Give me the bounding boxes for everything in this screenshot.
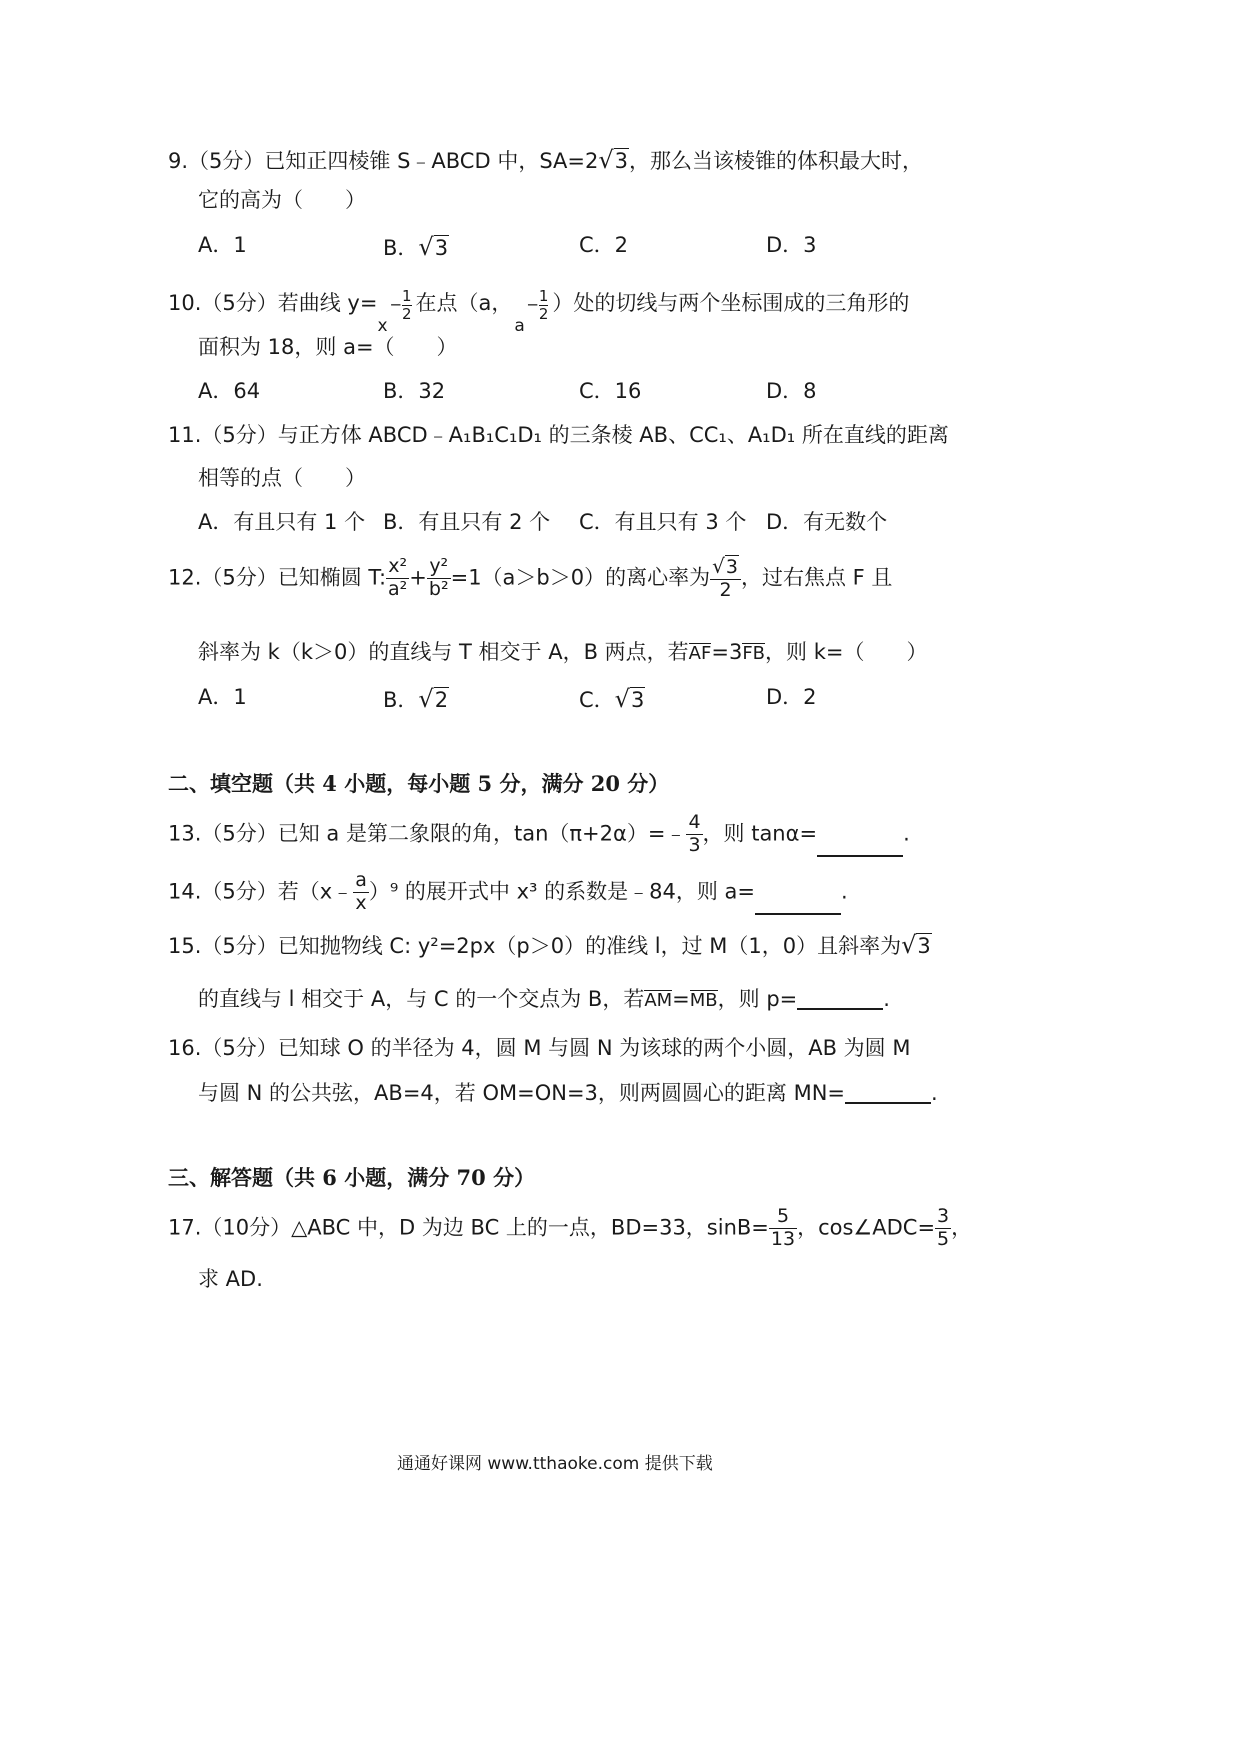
q12-option-d: D．2 (766, 685, 817, 709)
q15-line2: 的直线与 l 相交于 A，与 C 的一个交点为 B，若AM=MB，则 p= . (198, 987, 890, 1011)
answer-blank[interactable] (845, 1082, 931, 1104)
footer-text: 通通好课网 www.tthaoke.com 提供下载 (397, 1454, 713, 1474)
fraction-eccentricity: $\frac{√3}{2}$ (710, 555, 741, 602)
q9-option-a: A．1 (198, 233, 247, 257)
q12-line2: 斜率为 k（k＞0）的直线与 T 相交于 A，B 两点，若AF=3FB，则 k=（ ） (198, 640, 928, 664)
fraction-3-5: $\frac{3}{5}$ (937, 1205, 950, 1250)
q11-option-d: D．有无数个 (766, 510, 888, 534)
sqrt-sign: √3 (614, 685, 645, 713)
q9-line2: 它的高为（ ） (198, 188, 366, 212)
exponent: − $\frac{1}{2}$ (389, 287, 412, 323)
q13-line: 13.（5分）已知 a 是第二象限的角，tan（π+2α）=﹣ $\frac{4}{3}$ ，则 tanα= . (168, 811, 910, 856)
q12-line1: 12.（5分）已知椭圆 T: $\frac{\text{x²}}{\text{a²}}$ + $\frac{\text{y²}}{\text{b²}}$ =1（a＞b＞0）的离心率为 $\frac{√3}{2}$ ，过右焦点 F 且 (168, 554, 893, 601)
q14-line: 14.（5分）若（x﹣ $\frac{a}{x}$ ）⁹ 的展开式中 x³ 的系数是﹣84，则 a= . (168, 869, 848, 914)
q9-option-b: B．√3 (383, 233, 449, 261)
q16-line2: 与圆 N 的公共弦，AB=4，若 OM=ON=3，则两圆圆心的距离 MN= . (198, 1081, 938, 1105)
section-2-heading: 二、填空题（共 4 小题，每小题 5 分，满分 20 分） (168, 771, 670, 796)
answer-blank[interactable] (755, 893, 841, 915)
q11-option-b: B．有且只有 2 个 (383, 510, 551, 534)
q11-line1: 11.（5分）与正方体 ABCD﹣A₁B₁C₁D₁ 的三条棱 AB、CC₁、A₁D₁ 所在直线的距离 (168, 423, 949, 447)
fraction-4-3: $\frac{4}{3}$ (688, 811, 701, 856)
sqrt-sign: √3 (712, 554, 738, 578)
sqrt-sign: √3 (901, 931, 931, 959)
vector-fb: FB (742, 643, 766, 664)
vector-af: AF (688, 643, 712, 664)
q9-line1: 9.（5分）已知正四棱锥 S﹣ABCD 中，SA=2√3，那么当该棱锥的体积最大时， (168, 146, 924, 174)
q10-line1: 10.（5分）若曲线 y= x − $\frac{1}{2}$ 在点（a， a − $\frac{1}{2}$ ）处的切线与两个坐标围成的三角形的 (168, 287, 910, 336)
q9-option-d: D．3 (766, 233, 817, 257)
q10-option-d: D．8 (766, 379, 817, 403)
q10-option-c: C．16 (579, 379, 642, 403)
sqrt-sign: √3 (598, 146, 629, 174)
fraction-a-x: $\frac{a}{x}$ (355, 869, 367, 914)
q12-option-b: B．√2 (383, 685, 449, 713)
q12-option-a: A．1 (198, 685, 247, 709)
q11-option-c: C．有且只有 3 个 (579, 510, 747, 534)
q17-line2: 求 AD. (198, 1267, 263, 1291)
q11-line2: 相等的点（ ） (198, 466, 366, 490)
q17-line1: 17.（10分）△ABC 中，D 为边 BC 上的一点，BD=33，sinB= $\frac{5}{13}$ ，cos∠ADC= $\frac{3}{5}$ ， (168, 1205, 973, 1250)
q10-option-b: B．32 (383, 379, 446, 403)
fraction-y2-b2: $\frac{\text{y²}}{\text{b²}}$ (428, 555, 449, 600)
answer-blank[interactable] (797, 988, 883, 1010)
q11-option-a: A．有且只有 1 个 (198, 510, 366, 534)
fraction-x2-a2: $\frac{\text{x²}}{\text{a²}}$ (388, 555, 408, 600)
fraction-5-13: $\frac{5}{13}$ (770, 1205, 796, 1250)
answer-blank[interactable] (817, 835, 903, 857)
q10-line2: 面积为 18，则 a=（ ） (198, 335, 458, 359)
sqrt-sign: √3 (418, 233, 449, 261)
vector-mb: MB (689, 990, 718, 1011)
vector-am: AM (644, 990, 673, 1011)
q15-line1: 15.（5分）已知抛物线 C: y²=2px（p＞0）的准线 l，过 M（1，0）且斜率为√3 (168, 931, 931, 959)
exponent: − $\frac{1}{2}$ (526, 287, 549, 323)
section-3-heading: 三、解答题（共 6 小题，满分 70 分） (168, 1165, 536, 1190)
q12-option-c: C．√3 (579, 685, 645, 713)
q16-line1: 16.（5分）已知球 O 的半径为 4，圆 M 与圆 N 为该球的两个小圆，AB 为圆 M (168, 1036, 911, 1060)
q10-option-a: A．64 (198, 379, 261, 403)
q9-option-c: C．2 (579, 233, 629, 257)
sqrt-sign: √2 (418, 685, 449, 713)
